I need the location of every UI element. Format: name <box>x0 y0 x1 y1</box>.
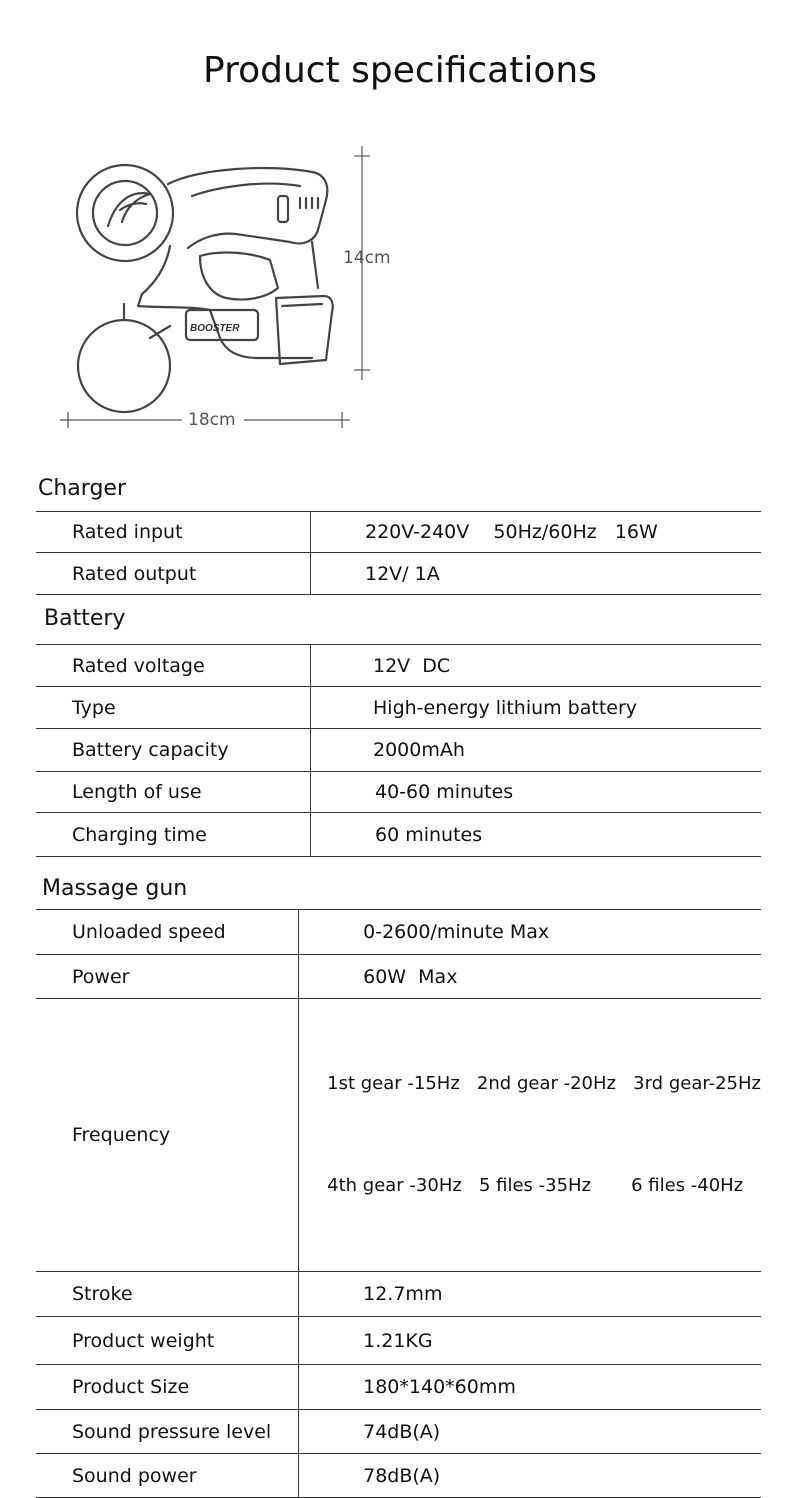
table-row <box>36 512 761 553</box>
spec-label: Sound pressure level <box>36 1410 299 1454</box>
massage-gun-heading: Massage gun <box>42 876 188 901</box>
charger-heading: Charger <box>38 476 126 501</box>
page-title: Product specifications <box>203 50 597 91</box>
table-row <box>36 1365 761 1410</box>
charger-table <box>36 511 761 595</box>
spec-label: Sound power <box>36 1454 299 1498</box>
frequency-values <box>299 999 761 1272</box>
spec-value: 180*140*60mm <box>299 1365 761 1410</box>
table-row <box>36 1272 761 1317</box>
spec-label: Battery capacity <box>36 729 311 772</box>
frequency-line: 1st gear -15Hz 2nd gear -20Hz 3rd gear-25Hz <box>327 1073 761 1094</box>
spec-label: Unloaded speed <box>36 910 299 955</box>
spec-label: Stroke <box>36 1272 299 1317</box>
spec-label: Rated input <box>36 512 311 553</box>
spec-label: Frequency <box>36 999 299 1272</box>
spec-value: 74dB(A) <box>299 1410 761 1454</box>
massage-gun-drawing <box>50 138 400 438</box>
table-row <box>36 1317 761 1365</box>
table-row <box>36 687 761 729</box>
table-row <box>36 910 761 955</box>
spec-label: Length of use <box>36 772 311 813</box>
table-row <box>36 729 761 772</box>
frequency-line: 4th gear -30Hz 5 files -35Hz 6 files -40Hz <box>327 1175 744 1196</box>
spec-value: 78dB(A) <box>299 1454 761 1498</box>
spec-label: Product Size <box>36 1365 299 1410</box>
spec-value: High-energy lithium battery <box>311 687 762 729</box>
table-row <box>36 955 761 999</box>
spec-label: Charging time <box>36 813 311 857</box>
spec-label: Type <box>36 687 311 729</box>
spec-value: 1.21KG <box>299 1317 761 1365</box>
table-row <box>36 1454 761 1498</box>
table-row <box>36 645 761 687</box>
massage-gun-table <box>36 909 761 1498</box>
table-row <box>36 553 761 595</box>
spec-value: 12.7mm <box>299 1272 761 1317</box>
battery-table <box>36 644 761 857</box>
table-row <box>36 999 761 1272</box>
spec-label: Product weight <box>36 1317 299 1365</box>
spec-value: 12V DC <box>311 645 762 687</box>
spec-value: 60W Max <box>299 955 761 999</box>
height-dimension-label: 14cm <box>343 248 391 268</box>
spec-label: Power <box>36 955 299 999</box>
spec-value: 220V-240V 50Hz/60Hz 16W <box>311 512 762 553</box>
spec-value: 60 minutes <box>311 813 762 857</box>
spec-value: 12V/ 1A <box>311 553 762 595</box>
table-row <box>36 813 761 857</box>
battery-heading: Battery <box>44 606 126 631</box>
spec-label: Rated output <box>36 553 311 595</box>
spec-value: 40-60 minutes <box>311 772 762 813</box>
spec-label: Rated voltage <box>36 645 311 687</box>
table-row <box>36 1410 761 1454</box>
spec-value: 0-2600/minute Max <box>299 910 761 955</box>
width-dimension-label: 18cm <box>188 410 236 430</box>
spec-value: 2000mAh <box>311 729 762 772</box>
table-row <box>36 772 761 813</box>
brand-label: BOOSTER <box>190 323 240 334</box>
